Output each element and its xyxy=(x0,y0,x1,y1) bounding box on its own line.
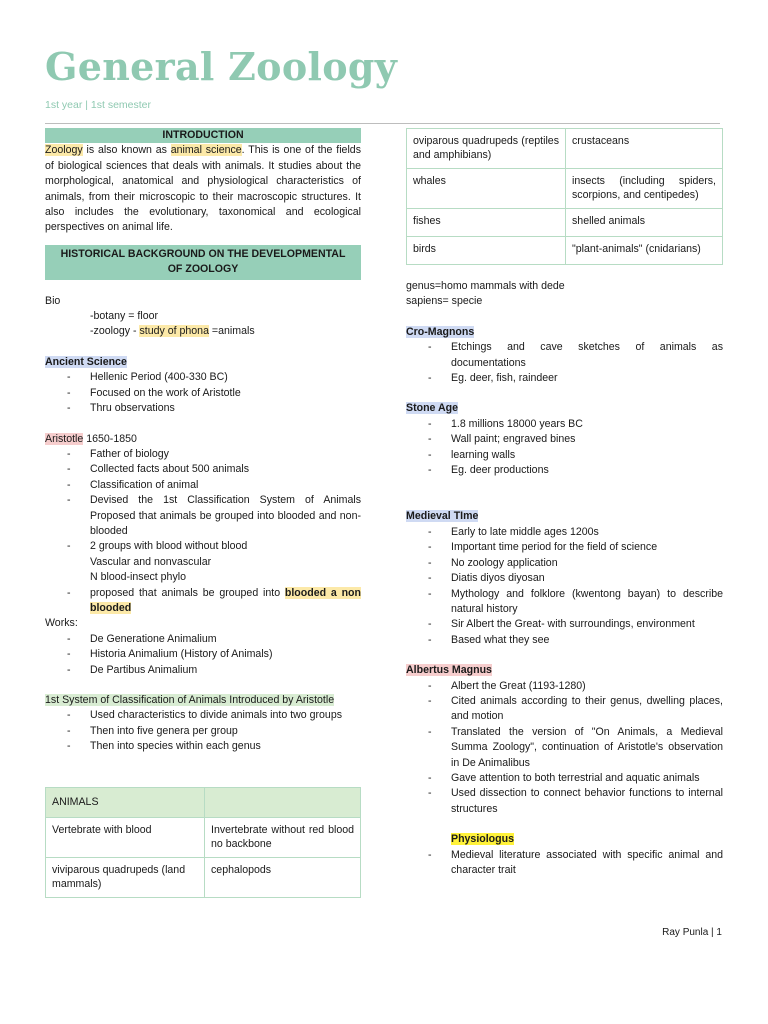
table-cell: shelled animals xyxy=(566,209,723,237)
table-row xyxy=(407,237,723,265)
table-row xyxy=(46,818,361,858)
stone-age-title: Stone Age xyxy=(406,402,458,415)
page-title: General Zoology xyxy=(45,44,398,89)
list-item: - Medieval literature associated with specific animal and character trait xyxy=(406,848,723,879)
table-cell: oviparous quadrupeds (reptiles and amphibians) xyxy=(407,129,566,169)
aristotle-years: 1650-1850 xyxy=(83,432,137,445)
intro-text-2: . This is one of the fields of biological sciences that deals with animals. It studies about the morphological, anatomical and physiological characteristics of animals, from their microscopic to their macroscopic structures. It also includes the evolutionary, taxonomical and ecological perspectives on animal life. xyxy=(45,144,361,234)
list-item: - Wall paint; engraved bines xyxy=(406,432,723,447)
list-item xyxy=(45,539,361,585)
header-divider xyxy=(45,123,720,124)
aristotle-heading xyxy=(45,432,361,447)
list-item: - De Generatione Animalium xyxy=(45,632,361,647)
table-cell: birds xyxy=(407,237,566,265)
physiologus-title: Physiologus xyxy=(451,833,514,846)
classification-list xyxy=(45,708,361,754)
table-cell: crustaceans xyxy=(566,129,723,169)
list-item xyxy=(45,586,361,617)
list-item: - Focused on the work of Aristotle xyxy=(45,386,361,401)
right-column xyxy=(406,128,723,878)
ancient-science-heading xyxy=(45,355,361,370)
list-item: - Father of biology xyxy=(45,447,361,462)
list-item: - Thru observations xyxy=(45,401,361,416)
blood-groups-sub2: N blood-insect phylo xyxy=(90,571,186,584)
cro-magnons-heading xyxy=(406,325,723,340)
list-item: - Sir Albert the Great- with surroundings, environment xyxy=(406,617,723,632)
list-item: - Used dissection to connect behavior functions to internal structures xyxy=(406,786,723,817)
list-item: - Eg. deer productions xyxy=(406,463,723,478)
albertus-heading xyxy=(406,663,723,678)
aristotle-name: Aristotle xyxy=(45,432,84,445)
animals-table xyxy=(45,787,361,899)
page-footer: Ray Punla | 1 xyxy=(662,927,722,938)
list-item: - Devised the 1st Classification System of Animals Proposed that animals be grouped into blooded and non-blooded xyxy=(45,493,361,539)
ancient-science-title: Ancient Science xyxy=(45,355,127,368)
works-label: Works: xyxy=(45,617,78,630)
list-item: - Translated the version of "On Animals, a Medieval Summa Zoology", continuation of Aristotle's observation in De Animalibus xyxy=(406,725,723,771)
list-item: - Based what they see xyxy=(406,633,723,648)
physiologus-list xyxy=(406,848,723,879)
intro-heading: INTRODUCTION xyxy=(45,128,361,143)
list-item: - Cited animals according to their genus, dwelling places, and motion xyxy=(406,694,723,725)
bio-line-zoology xyxy=(45,324,361,339)
list-item: - Used characteristics to divide animals into two groups xyxy=(45,708,361,723)
table-cell: whales xyxy=(407,169,566,209)
table-cell: fishes xyxy=(407,209,566,237)
table-row xyxy=(407,129,723,169)
bio-line-botany: -botany = floor xyxy=(90,310,159,323)
table-cell: cephalopods xyxy=(205,858,361,898)
genus-note-line2: sapiens= specie xyxy=(406,295,483,308)
table-row xyxy=(407,209,723,237)
bio-zoology-suffix: =animals xyxy=(208,325,255,338)
table-row xyxy=(407,169,723,209)
table-cell: Vertebrate with blood xyxy=(46,818,205,858)
intro-text-1: is also known as xyxy=(82,144,171,157)
table-cell: viviparous quadrupeds (land mammals) xyxy=(46,858,205,898)
stone-age-list xyxy=(406,417,723,479)
list-item: - 1.8 millions 18000 years BC xyxy=(406,417,723,432)
bio-zoology-highlight: study of phona xyxy=(139,325,209,338)
page-subtitle: 1st year | 1st semester xyxy=(45,99,152,111)
classification-title: 1st System of Classification of Animals Introduced by Aristotle xyxy=(45,694,335,706)
list-item: - Collected facts about 500 animals xyxy=(45,462,361,477)
intro-term-zoology: Zoology xyxy=(45,144,83,157)
albertus-list xyxy=(406,679,723,818)
list-item: - No zoology application xyxy=(406,556,723,571)
proposal-text: proposed that animals be grouped into xyxy=(90,586,285,599)
list-item: - Hellenic Period (400-330 BC) xyxy=(45,370,361,385)
list-item: - Eg. deer, fish, raindeer xyxy=(406,371,723,386)
list-item: - Important time period for the field of science xyxy=(406,540,723,555)
list-item: - Albert the Great (1193-1280) xyxy=(406,679,723,694)
list-item: - Mythology and folklore (kwentong bayan) to describe natural history xyxy=(406,587,723,618)
table-header-cell: ANIMALS xyxy=(46,787,205,818)
cro-magnons-list xyxy=(406,340,723,386)
genus-note-line1: genus=homo mammals with dede xyxy=(406,280,565,292)
medieval-list xyxy=(406,525,723,648)
cro-magnons-title: Cro-Magnons xyxy=(406,325,475,338)
list-item: - Early to late middle ages 1200s xyxy=(406,525,723,540)
medieval-heading xyxy=(406,509,723,524)
list-item: - learning walls xyxy=(406,448,723,463)
animals-table-continued xyxy=(406,128,723,265)
classification-heading xyxy=(45,693,361,708)
table-cell: "plant-animals" (cnidarians) xyxy=(566,237,723,265)
table-header-row xyxy=(46,787,361,818)
left-column xyxy=(45,128,361,898)
table-row xyxy=(46,858,361,898)
intro-term-animal-science: animal science xyxy=(170,144,242,157)
bio-label: Bio xyxy=(45,294,61,307)
albertus-title: Albertus Magnus xyxy=(406,664,492,677)
works-list xyxy=(45,632,361,678)
bio-zoology-prefix: -zoology - xyxy=(90,325,140,338)
list-item: - Diatis diyos diyosan xyxy=(406,571,723,586)
proposal-highlight: blooded a non blooded xyxy=(90,586,361,614)
medieval-title: Medieval TIme xyxy=(406,510,479,523)
list-item: - Etchings and cave sketches of animals as documentations xyxy=(406,340,723,371)
list-item: - De Partibus Animalium xyxy=(45,663,361,678)
list-item: - Then into species within each genus xyxy=(45,739,361,754)
list-item: - Then into five genera per group xyxy=(45,724,361,739)
blood-groups-sub1: Vascular and nonvascular xyxy=(90,555,212,568)
list-item: - Classification of animal xyxy=(45,478,361,493)
stone-age-heading xyxy=(406,401,723,416)
historical-heading: HISTORICAL BACKGROUND ON THE DEVELOPMENTAL OF ZOOLOGY xyxy=(45,245,361,280)
physiologus-heading xyxy=(406,832,723,847)
table-header-cell xyxy=(205,787,361,818)
aristotle-list xyxy=(45,447,361,616)
list-item: - Gave attention to both terrestrial and aquatic animals xyxy=(406,771,723,786)
table-cell: Invertebrate without red blood no backbone xyxy=(205,818,361,858)
blood-groups-text: 2 groups with blood without blood xyxy=(90,540,248,553)
list-item: - Historia Animalium (History of Animals) xyxy=(45,647,361,662)
ancient-science-list xyxy=(45,370,361,416)
table-cell: insects (including spiders, scorpions, and centipedes) xyxy=(566,169,723,209)
intro-paragraph xyxy=(45,143,361,235)
